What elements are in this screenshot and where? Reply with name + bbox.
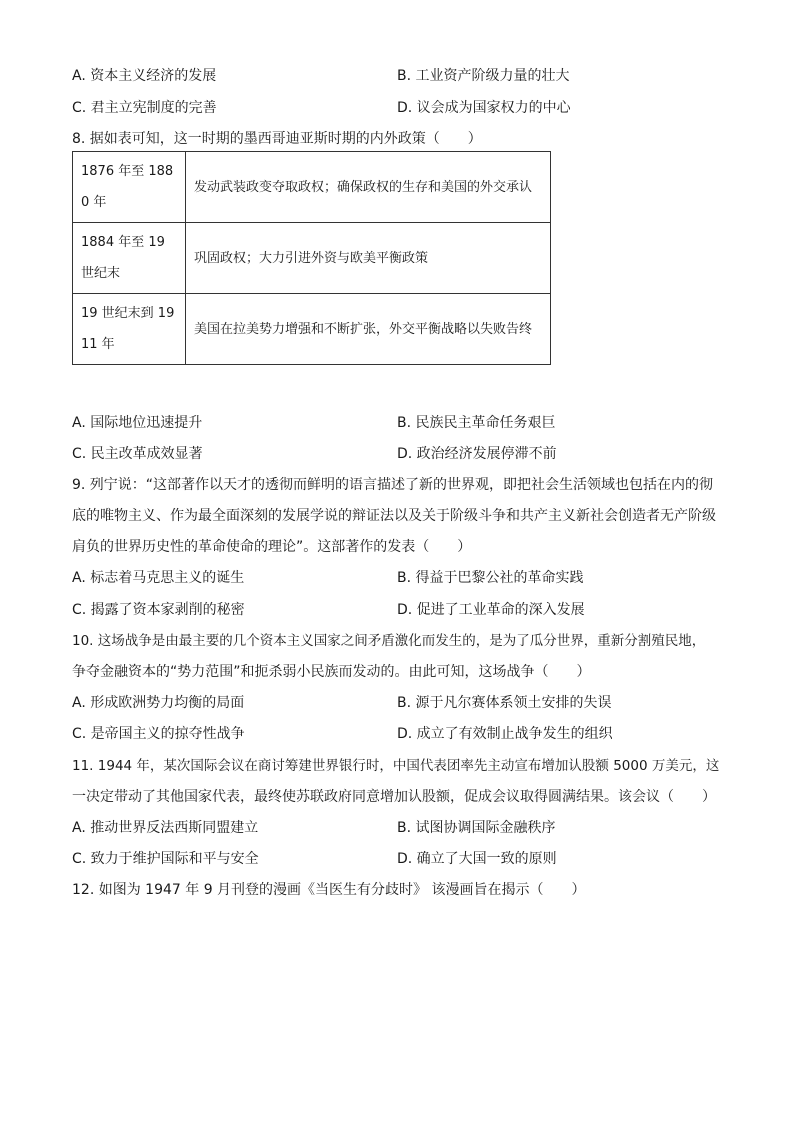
table-cell-policy: 发动武装政变夺取政权；确保政权的生存和美国的外交承认: [186, 152, 551, 223]
option-c: C. 是帝国主义的掠夺性战争: [72, 726, 245, 742]
option-b: B. 试图协调国际金融秩序: [397, 820, 556, 836]
question-11-stem-line: 11. 1944 年，某次国际会议在商讨筹建世界银行时，中国代表团率先主动宣布增加认股额 5000 万美元，这: [72, 758, 720, 774]
question-9-stem-line: 9. 列宁说：“这部著作以天才的透彻而鲜明的语言描述了新的世界观，即把社会生活领域也包括在内的彻: [72, 477, 714, 493]
option-d: D. 促进了工业革命的深入发展: [397, 602, 585, 618]
option-b: B. 源于凡尔赛体系领土安排的失误: [397, 695, 612, 711]
table-row: [73, 294, 551, 365]
option-c: C. 揭露了资本家剥削的秘密: [72, 602, 245, 618]
option-b: B. 民族民主革命任务艰巨: [397, 415, 556, 431]
option-c: C. 致力于维护国际和平与安全: [72, 851, 259, 867]
option-b: B. 工业资产阶级力量的壮大: [397, 68, 570, 84]
table-cell-period: 1884 年至 19 世纪末: [73, 223, 186, 294]
option-d: D. 确立了大国一致的原则: [397, 851, 557, 867]
option-d: D. 成立了有效制止战争发生的组织: [397, 726, 613, 742]
question-8-table: [72, 151, 551, 365]
table-cell-period: 19 世纪末到 1911 年: [73, 294, 186, 365]
question-10-stem-line: 争夺金融资本的“势力范围”和扼杀弱小民族而发动的。由此可知，这场战争（ ）: [72, 664, 591, 680]
option-b: B. 得益于巴黎公社的革命实践: [397, 570, 584, 586]
table-cell-policy: 美国在拉美势力增强和不断扩张，外交平衡战略以失败告终: [186, 294, 551, 365]
option-c: C. 民主改革成效显著: [72, 446, 203, 462]
question-8-stem: 8. 据如表可知，这一时期的墨西哥迪亚斯时期的内外政策（ ）: [72, 131, 482, 147]
table-cell-period: 1876 年至 1880 年: [73, 152, 186, 223]
option-a: A. 国际地位迅速提升: [72, 415, 203, 431]
option-a: A. 标志着马克思主义的诞生: [72, 570, 245, 586]
question-10-stem-line: 10. 这场战争是由最主要的几个资本主义国家之间矛盾激化而发生的，是为了瓜分世界，重新分割殖民地，: [72, 633, 706, 649]
table-cell-policy: 巩固政权；大力引进外资与欧美平衡政策: [186, 223, 551, 294]
question-11-stem-line: 一决定带动了其他国家代表，最终使苏联政府同意增加认股额，促成会议取得圆满结果。该会议（ ）: [72, 789, 716, 805]
option-a: A. 推动世界反法西斯同盟建立: [72, 820, 259, 836]
option-d: D. 议会成为国家权力的中心: [397, 100, 571, 116]
table-row: [73, 223, 551, 294]
option-d: D. 政治经济发展停滞不前: [397, 446, 557, 462]
option-c: C. 君主立宪制度的完善: [72, 100, 217, 116]
option-a: A. 资本主义经济的发展: [72, 68, 217, 84]
question-9-stem-line: 底的唯物主义、作为最全面深刻的发展学说的辩证法以及关于阶级斗争和共产主义新社会创造者无产阶级: [72, 508, 716, 524]
question-12-stem: 12. 如图为 1947 年 9 月刊登的漫画《当医生有分歧时》 该漫画旨在揭示（ ）: [72, 882, 586, 898]
option-a: A. 形成欧洲势力均衡的局面: [72, 695, 245, 711]
table-row: [73, 152, 551, 223]
question-9-stem-line: 肩负的世界历史性的革命使命的理论”。这部著作的发表（ ）: [72, 539, 472, 555]
